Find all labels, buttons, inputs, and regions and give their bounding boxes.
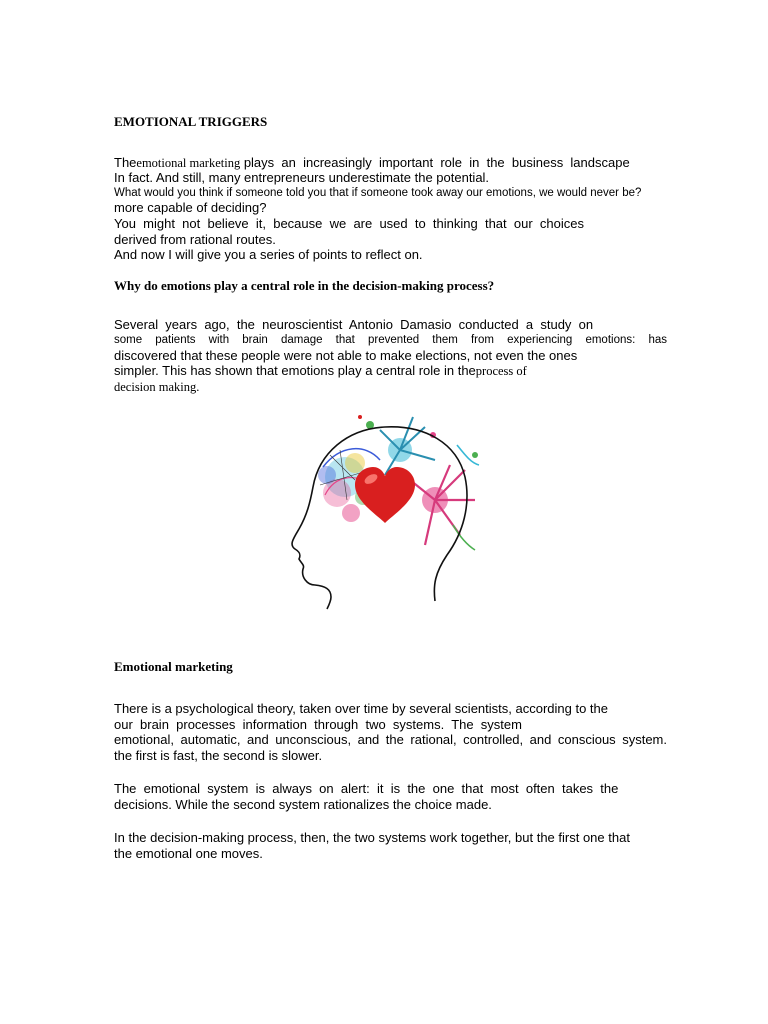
damasio-prefix: simpler. This has shown that emotions play a central role in the: [114, 363, 476, 378]
intro-prefix: The: [114, 155, 137, 170]
intro-line-4: more capable of deciding?: [114, 200, 267, 215]
document-title: EMOTIONAL TRIGGERS: [114, 114, 268, 129]
head-with-heart-icon: [285, 405, 485, 610]
section-heading-decision: Why do emotions play a central role in the decision-making process?: [114, 278, 495, 293]
alert-line-1: The emotional system is always on alert: it is the one that most often takes the: [114, 781, 619, 796]
intro-term: emotional marketing: [136, 156, 241, 170]
theory-line-4: the first is fast, the second is slower.: [114, 748, 323, 763]
neuron-top: [358, 415, 436, 475]
together-line-1: In the decision-making process, then, the two systems work together, but the first one that: [114, 830, 630, 845]
intro-line-5: You might not believe it, because we are used to thinking that our choices: [114, 216, 584, 231]
intro-rest: plays an increasingly important role in the business landscape: [240, 155, 630, 170]
intro-line-2: In fact. And still, many entrepreneurs underestimate the potential.: [114, 170, 490, 185]
intro-line-6: derived from rational routes.: [114, 232, 276, 247]
damasio-line-3: discovered that these people were not able to make elections, not even the ones: [114, 348, 578, 363]
intro-line-3: What would you think if someone told you that if someone took away our emotions, we would never be?: [114, 187, 642, 199]
section-heading-emotional-marketing: Emotional marketing: [114, 659, 233, 674]
theory-line-1: There is a psychological theory, taken over time by several scientists, according to the: [114, 701, 608, 716]
neuron-right: [410, 445, 479, 550]
intro-line-7: And now I will give you a series of points to reflect on.: [114, 247, 423, 262]
damasio-term: process of: [475, 364, 527, 378]
theory-line-2: our brain processes information through two systems. The system: [114, 717, 522, 732]
damasio-line-2: some patients with brain damage that prevented them from experiencing emotions: has: [114, 334, 667, 346]
damasio-line-5: decision making.: [114, 380, 200, 394]
damasio-line-4: [114, 363, 527, 379]
damasio-line-1: Several years ago, the neuroscientist Antonio Damasio conducted a study on: [114, 317, 594, 332]
alert-line-2: decisions. While the second system rationalizes the choice made.: [114, 797, 492, 812]
together-line-2: the emotional one moves.: [114, 846, 263, 861]
theory-line-3: emotional, automatic, and unconscious, and the rational, controlled, and conscious system.: [114, 732, 667, 747]
heart: [355, 467, 415, 523]
intro-line-1: [114, 155, 630, 171]
